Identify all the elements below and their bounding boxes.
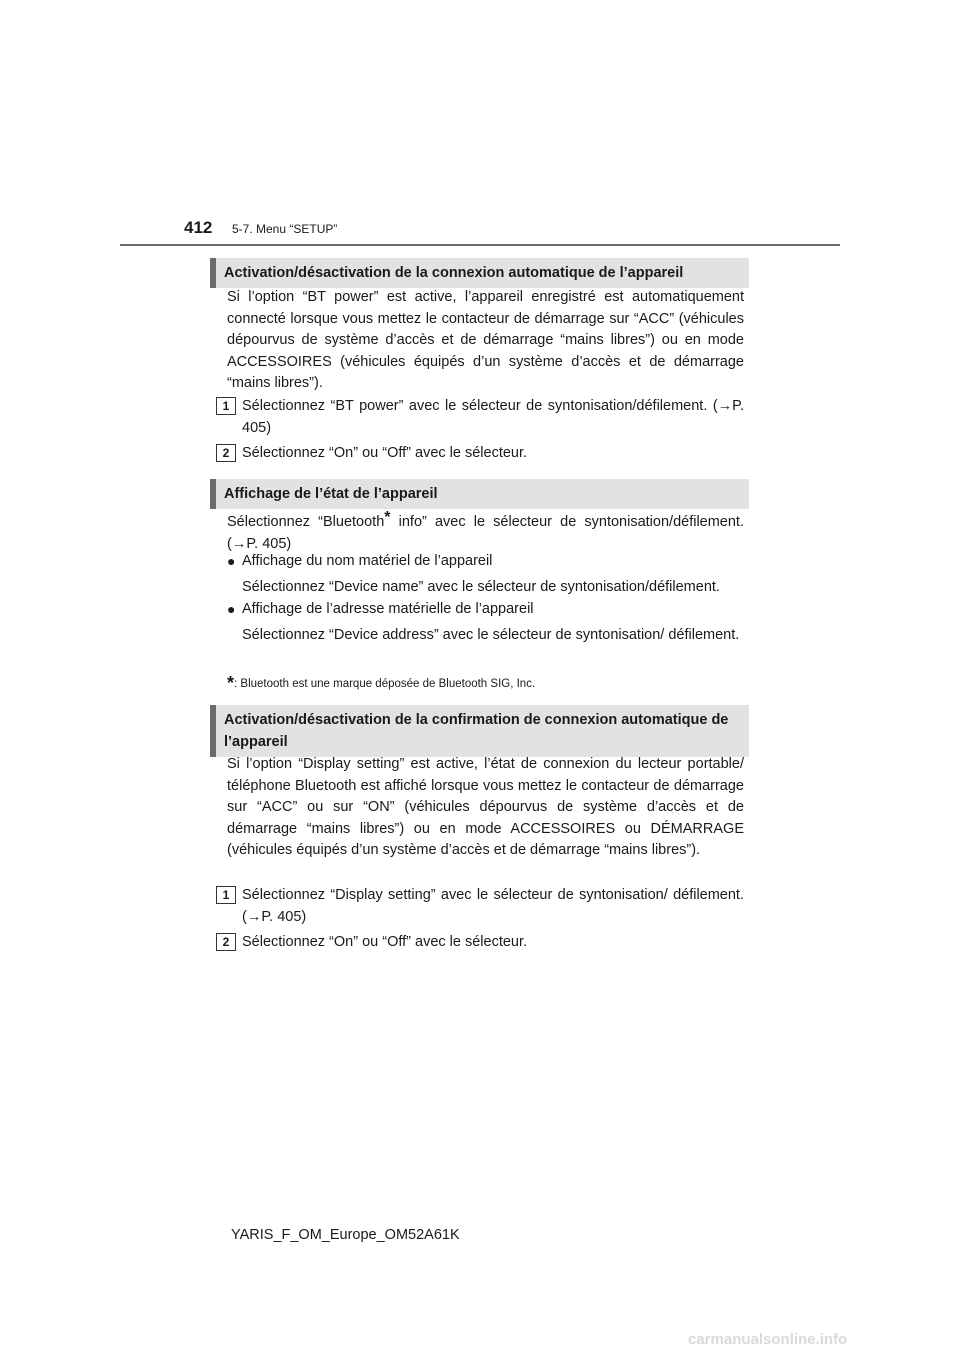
section-heading-auto-connection: Activation/désactivation de la connexion automatique de l’appareil bbox=[210, 258, 749, 288]
step-text-1: Sélectionnez “Display setting” avec le sélecteur de syntonisation/ défilement. (→P. 405) bbox=[242, 887, 744, 925]
bullet-icon: ● bbox=[227, 601, 236, 617]
step-badge-2: 2 bbox=[216, 444, 236, 462]
step-text-2: Sélectionnez “On” ou “Off” avec le sélecteur. bbox=[242, 445, 528, 461]
step-text-1: Sélectionnez “BT power” avec le sélecteur de syntonisation/défilement. (→P. 405) bbox=[242, 398, 744, 436]
footnote-star: * bbox=[227, 673, 235, 693]
intro-text-end: info” avec le sélecteur de syntonisation/défilement. (→P. 405) bbox=[227, 514, 744, 552]
section-intro-bluetooth-info bbox=[227, 507, 744, 555]
step-badge-1: 1 bbox=[216, 397, 236, 415]
step-badge-1: 1 bbox=[216, 886, 236, 904]
page-number: 412 bbox=[184, 218, 213, 237]
bullet-title-device-name: Affichage du nom matériel de l’appareil bbox=[242, 553, 493, 569]
section-heading-device-status: Affichage de l’état de l’appareil bbox=[210, 479, 749, 509]
trademark-star: * bbox=[384, 509, 391, 526]
step-badge-2: 2 bbox=[216, 933, 236, 951]
section-intro-display-setting: Si l’option “Display setting” est active, l’état de connexion du lecteur portable/ téléphone Bluetooth est affiché lorsque vous mettez le contacteur de démarrage sur “ACC” ou sur “ON” (véhicules dépourvus de système d’accès et de démarrage “mains libres”) ou en mode ACCESSOIRES ou DÉMARRAGE (véhicules équipés d’un système d’accès et de démarrage “mains libres”). bbox=[227, 756, 744, 858]
footnote bbox=[227, 673, 535, 694]
watermark: carmanualsonline.info bbox=[688, 1331, 848, 1348]
bullet-title-device-address: Affichage de l’adresse matérielle de l’appareil bbox=[242, 601, 534, 617]
bullet-icon: ● bbox=[227, 553, 236, 569]
intro-text-start: Sélectionnez “Bluetooth bbox=[227, 514, 385, 530]
running-head: 5-7. Menu “SETUP” bbox=[232, 222, 338, 236]
footnote-text: : Bluetooth est une marque déposée de Bluetooth SIG, Inc. bbox=[234, 678, 536, 690]
section-heading-connection-confirmation: Activation/désactivation de la confirmation de connexion automatique de l’appareil bbox=[210, 705, 749, 757]
step-text-2: Sélectionnez “On” ou “Off” avec le sélecteur. bbox=[242, 934, 528, 950]
header-rule bbox=[120, 244, 840, 246]
section-intro-bt-power: Si l’option “BT power” est active, l’appareil enregistré est automatiquement connecté lorsque vous mettez le contacteur de démarrage sur “ACC” (véhicules dépourvus de système d’accès et de démarrage “mains libres”) ou en mode ACCESSOIRES (véhicules équipés d’un système d’accès et de démarrage “mains libres”). bbox=[227, 289, 744, 391]
bullet-text-device-address: Sélectionnez “Device address” avec le sélecteur de syntonisation/ défilement. bbox=[242, 627, 740, 643]
bullet-text-device-name: Sélectionnez “Device name” avec le sélecteur de syntonisation/défilement. bbox=[242, 579, 720, 595]
document-code: YARIS_F_OM_Europe_OM52A61K bbox=[231, 1227, 460, 1243]
